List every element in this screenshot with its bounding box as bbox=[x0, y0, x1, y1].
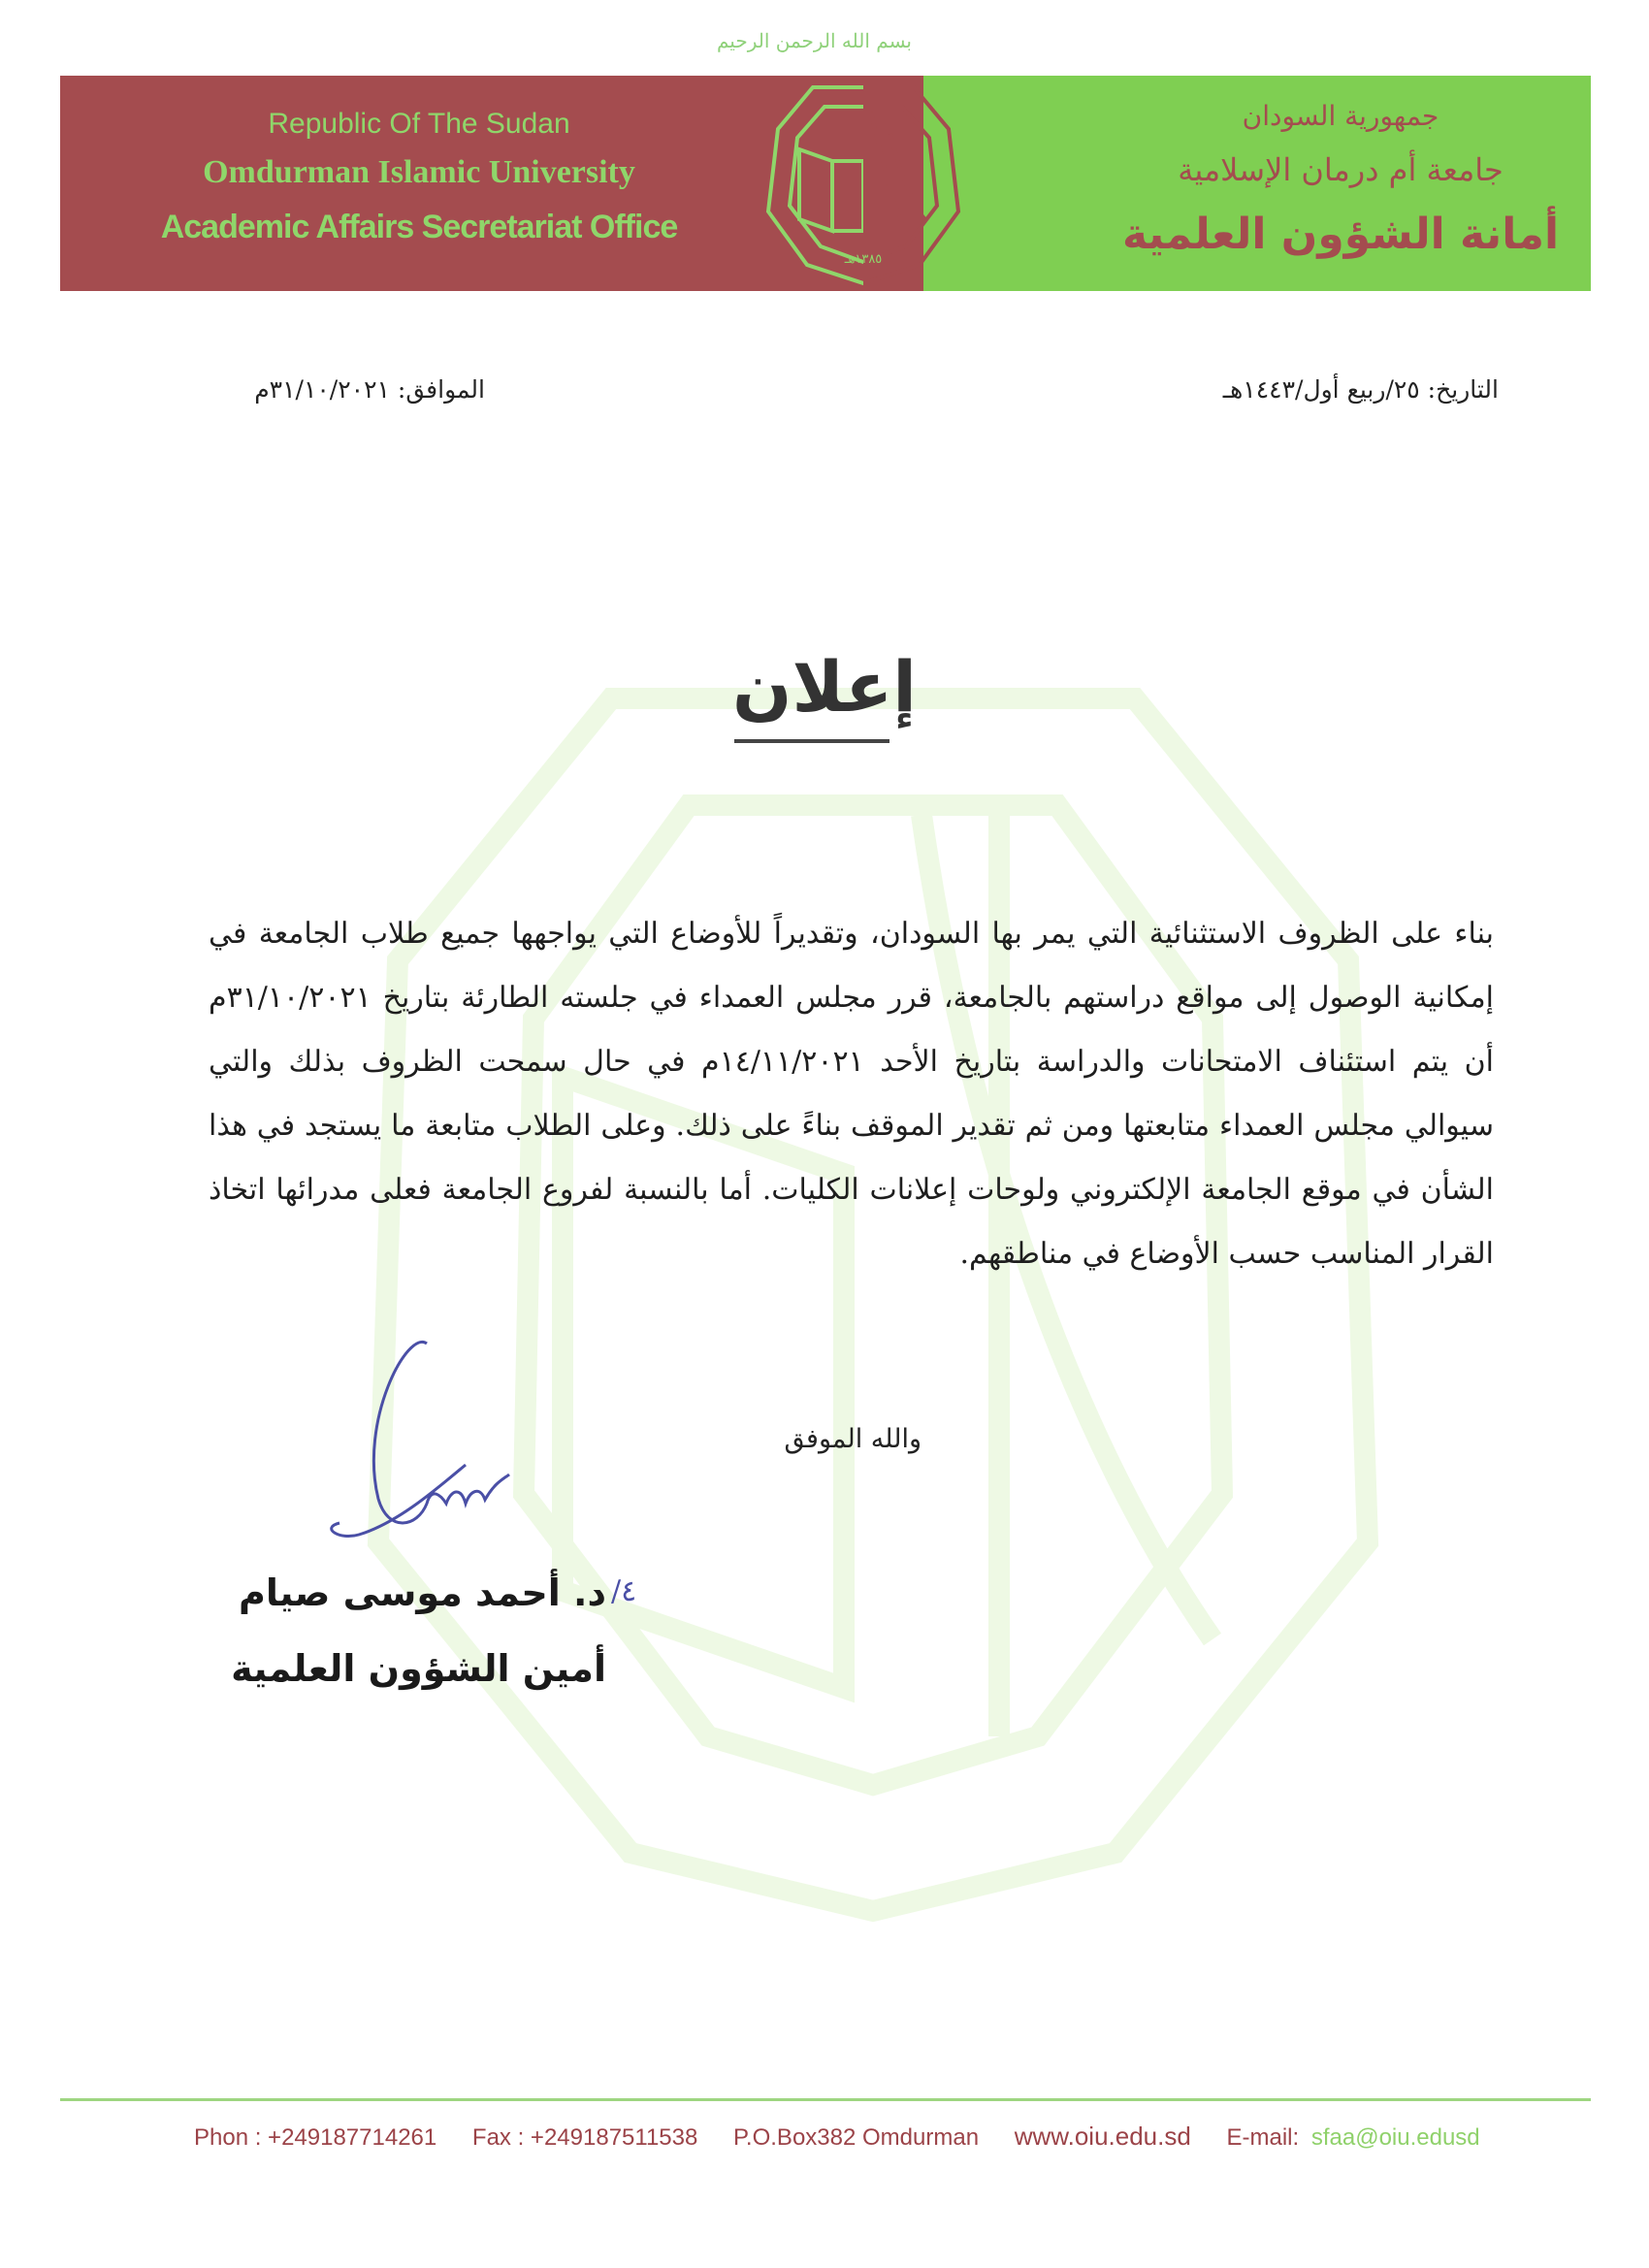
country-name-ar: جمهورية السودان bbox=[1242, 100, 1439, 132]
title-underline bbox=[734, 739, 889, 743]
signature-prefix: ٤/ bbox=[611, 1574, 637, 1608]
closing-phrase: والله الموفق bbox=[784, 1424, 922, 1454]
seal-year: ١٣٨٥هـ bbox=[844, 252, 883, 267]
footer-fax: Fax : +249187511538 bbox=[471, 2124, 698, 2151]
arabic-letterhead bbox=[1098, 93, 1583, 270]
hijri-date: التاريخ: ٢٥/ربيع أول/١٤٤٣هـ bbox=[1222, 375, 1499, 404]
signatory-name: د. أحمد موسى صيام bbox=[239, 1571, 606, 1614]
gregorian-date: الموافق: ٣١/١٠/٢٠٢١م bbox=[254, 375, 485, 404]
office-name-en: Academic Affairs Secretariat Office bbox=[160, 209, 678, 245]
office-name-ar: أمانة الشؤون العلمية bbox=[1121, 210, 1560, 259]
handwritten-signature-icon bbox=[320, 1329, 630, 1547]
basmala-calligraphy: بسم الله الرحمن الرحيم bbox=[716, 29, 912, 52]
footer-contact bbox=[194, 2117, 1480, 2155]
footer-divider bbox=[60, 2098, 1591, 2101]
country-name-en: Republic Of The Sudan bbox=[268, 108, 570, 140]
footer-phone: Phon : +249187714261 bbox=[194, 2124, 437, 2151]
university-name-en: Omdurman Islamic University bbox=[203, 154, 635, 190]
university-name-ar: جامعة أم درمان الإسلامية bbox=[1178, 151, 1504, 188]
announcement-title: إعلان bbox=[732, 646, 917, 728]
footer-email-label: E-mail: bbox=[1226, 2124, 1300, 2151]
signatory-title: أمين الشؤون العلمية bbox=[231, 1647, 606, 1690]
footer-email-link[interactable]: sfaa@oiu.edusd bbox=[1310, 2124, 1480, 2151]
footer-pobox: P.O.Box382 Omdurman bbox=[733, 2124, 980, 2151]
english-letterhead bbox=[99, 103, 739, 254]
announcement-body: بناء على الظروف الاستثنائية التي يمر بها السودان، وتقديراً للأوضاع التي يواجهها جميع طلاب الجامعة في إمكانية الوصول إلى مواقع دراستهم بالجامعة، قرر مجلس العمداء في جلسته الطارئة بتاريخ ٣١/١٠/٢٠٢١م أن يتم استئناف الامتحانات والدراسة بتاريخ الأحد ١٤/١١/٢٠٢١م في حال سمحت الظروف بذلك والتي سيوالي مجلس العمداء متابعتها ومن ثم تقدير الموقف بناءً على ذلك. وعلى الطلاب متابعة ما يستجد في هذا الشأن في موقع الجامعة الإلكتروني ولوحات إعلانات الكليات. أما بالنسبة لفروع الجامعة فعلى مدرائها اتخاذ القرار المناسب حسب الأوضاع في مناطقهم. bbox=[209, 917, 1494, 1271]
footer-website-link[interactable]: www.oiu.edu.sd bbox=[1014, 2122, 1191, 2151]
seal-watermark-icon bbox=[340, 669, 1406, 1930]
